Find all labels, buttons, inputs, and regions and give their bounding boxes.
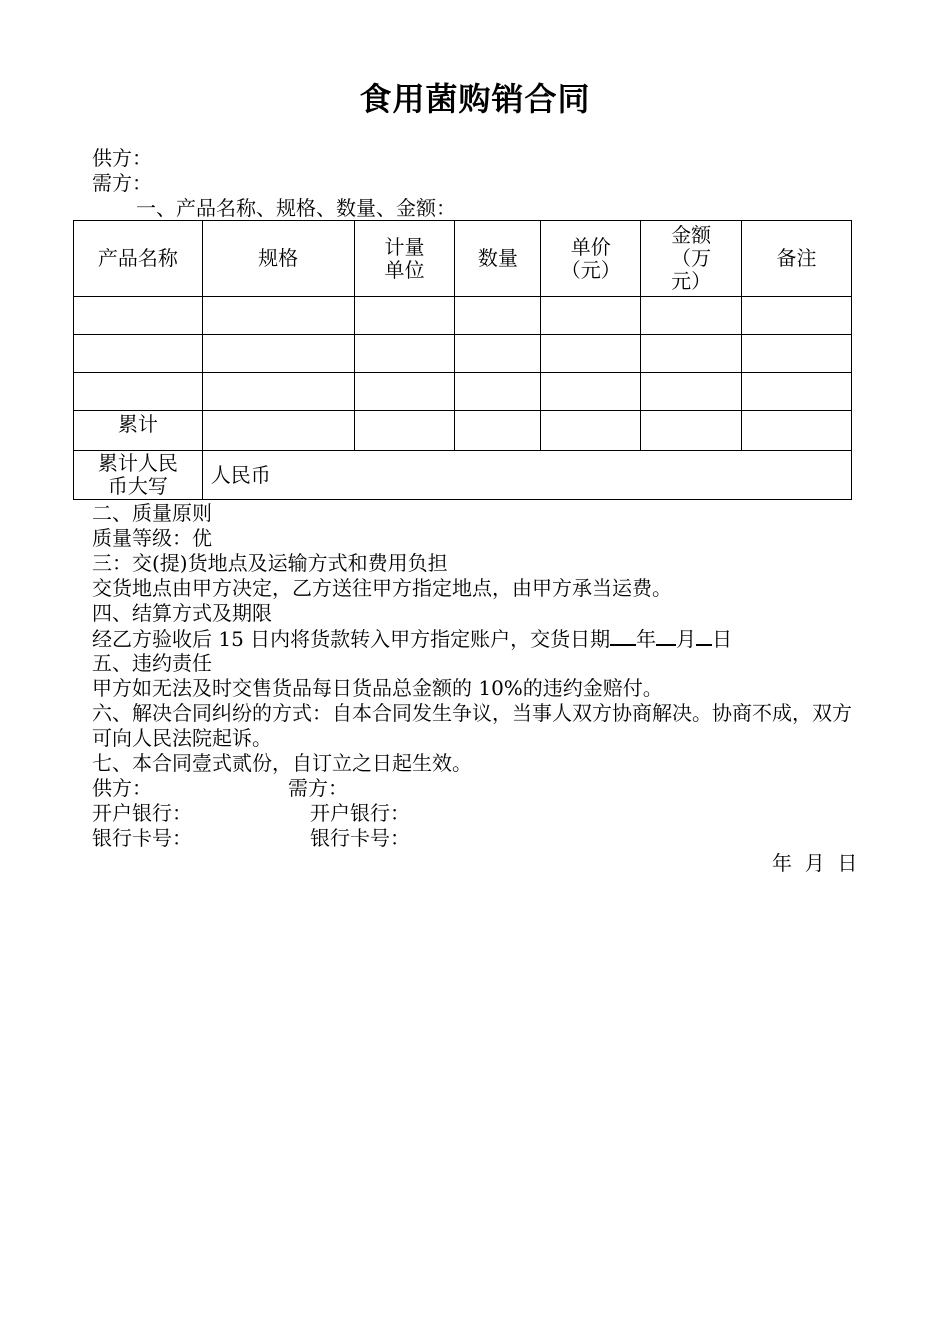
cell-input[interactable] — [455, 297, 541, 335]
total-row — [74, 411, 852, 451]
cell-input[interactable] — [354, 411, 455, 451]
section-5-heading: 五、违约责任 — [92, 651, 212, 675]
total-in-words-value[interactable]: 人民币 — [202, 451, 851, 500]
cell-input[interactable] — [742, 297, 852, 335]
card-left: 银行卡号： — [92, 826, 192, 850]
cell-input[interactable] — [541, 297, 641, 335]
total-label: 累计 — [74, 411, 203, 451]
total-in-words-label: 累计人民 币大写 — [74, 451, 203, 500]
month-blank[interactable] — [656, 626, 676, 646]
settlement-terms: 经乙方验收后 15 日内将货款转入甲方指定账户，交货日期 年 月 日 — [92, 627, 733, 651]
header-unit-price: 单价 （元） — [541, 221, 641, 297]
cell-input[interactable] — [541, 373, 641, 411]
header-product-name: 产品名称 — [74, 221, 203, 297]
header-unit: 计量 单位 — [354, 221, 455, 297]
cell-input[interactable] — [742, 373, 852, 411]
cell-input[interactable] — [742, 335, 852, 373]
quality-grade: 质量等级：优 — [92, 526, 212, 550]
delivery-terms: 交货地点由甲方决定，乙方送往甲方指定地点，由甲方承当运费。 — [92, 576, 672, 600]
section-1-heading: 一、产品名称、规格、数量、金额： — [136, 196, 456, 220]
cell-input[interactable] — [74, 335, 203, 373]
cell-input[interactable] — [202, 297, 354, 335]
header-quantity: 数量 — [455, 221, 541, 297]
product-table — [73, 220, 852, 500]
cell-input[interactable] — [641, 297, 742, 335]
dispute-terms: 六、解决合同纠纷的方式：自本合同发生争议，当事人双方协商解决。协商不成，双方可向人民法院起诉。 — [92, 701, 852, 750]
cell-input[interactable] — [641, 411, 742, 451]
signature-buyer: 需方： — [288, 776, 348, 800]
cell-input[interactable] — [202, 335, 354, 373]
document-title: 食用菌购销合同 — [359, 80, 591, 118]
table-row — [74, 297, 852, 335]
breach-terms: 甲方如无法及时交售货品每日货品总金额的 10%的违约金赔付。 — [92, 676, 663, 700]
cell-input[interactable] — [354, 297, 455, 335]
cell-input[interactable] — [641, 373, 742, 411]
cell-input[interactable] — [641, 335, 742, 373]
year-blank[interactable] — [610, 626, 636, 646]
table-row — [74, 373, 852, 411]
table-row — [74, 335, 852, 373]
section-3-heading: 三：交(提)货地点及运输方式和费用负担 — [92, 551, 448, 575]
cell-input[interactable] — [354, 335, 455, 373]
cell-input[interactable] — [74, 373, 203, 411]
cell-input[interactable] — [354, 373, 455, 411]
cell-input[interactable] — [202, 411, 354, 451]
cell-input[interactable] — [455, 373, 541, 411]
header-amount: 金额 （万 元） — [641, 221, 742, 297]
card-right: 银行卡号： — [310, 826, 410, 850]
section-2-heading: 二、质量原则 — [92, 501, 212, 525]
cell-input[interactable] — [742, 411, 852, 451]
header-spec: 规格 — [202, 221, 354, 297]
cell-input[interactable] — [202, 373, 354, 411]
cell-input[interactable] — [455, 411, 541, 451]
signature-date: 年 月 日 — [772, 851, 858, 875]
cell-input[interactable] — [541, 411, 641, 451]
signature-supplier: 供方： — [92, 776, 152, 800]
bank-right: 开户银行： — [310, 801, 410, 825]
cell-input[interactable] — [74, 297, 203, 335]
day-blank[interactable] — [696, 626, 712, 646]
bank-left: 开户银行： — [92, 801, 192, 825]
table-header-row — [74, 221, 852, 297]
effective-terms: 七、本合同壹式贰份，自订立之日起生效。 — [92, 751, 472, 775]
header-remarks: 备注 — [742, 221, 852, 297]
cell-input[interactable] — [541, 335, 641, 373]
section-4-heading: 四、结算方式及期限 — [92, 601, 272, 625]
supplier-label: 供方： — [92, 146, 152, 170]
buyer-label: 需方： — [92, 171, 152, 195]
cell-input[interactable] — [455, 335, 541, 373]
total-in-words-row — [74, 451, 852, 500]
